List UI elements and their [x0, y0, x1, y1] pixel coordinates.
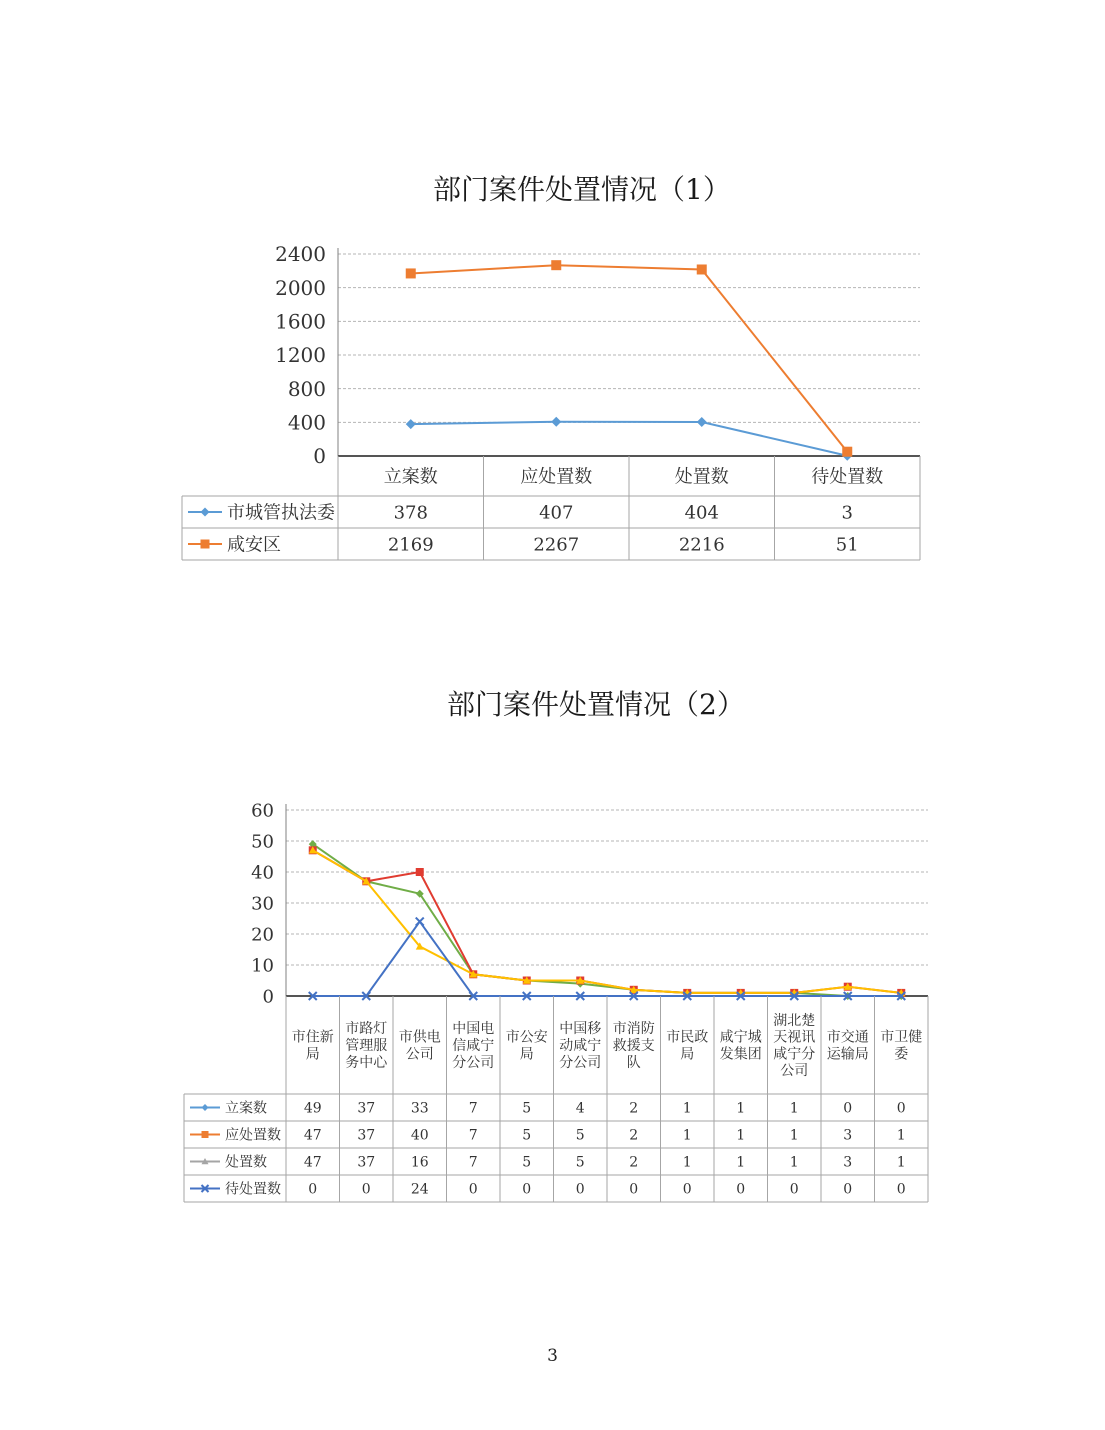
chart2-series-name: 立案数 — [225, 1100, 267, 1117]
chart2-ytick-label: 10 — [251, 955, 274, 977]
chart2-series-name: 处置数 — [225, 1154, 267, 1171]
chart2-category-label: 天视讯 — [773, 1029, 816, 1046]
chart2-table-value: 1 — [736, 1154, 746, 1171]
chart2-table-value: 5 — [522, 1100, 532, 1117]
chart2-table-value: 0 — [843, 1181, 853, 1198]
chart2-table-value: 37 — [357, 1100, 376, 1117]
chart2-table-value: 37 — [357, 1154, 376, 1171]
chart1-table-value: 2169 — [387, 534, 434, 556]
chart2-table-value: 49 — [303, 1100, 322, 1117]
chart1-ytick-label: 2400 — [275, 242, 326, 267]
chart2-data-point — [416, 918, 424, 926]
chart2-category-label: 局 — [680, 1046, 695, 1063]
chart2-category-label: 管理服 — [345, 1038, 388, 1055]
chart2-table-value: 0 — [789, 1181, 799, 1198]
chart2-table-value: 5 — [522, 1154, 532, 1171]
chart2-series-name: 应处置数 — [225, 1127, 281, 1144]
chart1-category-label: 立案数 — [383, 466, 438, 488]
chart2-category-label: 咸宁分 — [773, 1046, 816, 1063]
chart2-category-label: 湖北楚 — [773, 1012, 816, 1029]
chart2-table-value: 24 — [410, 1181, 429, 1198]
chart1-ytick-label: 0 — [313, 444, 326, 469]
chart2-table-value: 0 — [736, 1181, 746, 1198]
chart2-ytick-label: 30 — [251, 893, 274, 915]
chart2-table-value: 0 — [682, 1181, 692, 1198]
chart2-table-value: 37 — [357, 1127, 376, 1144]
chart2-table-value: 2 — [629, 1154, 639, 1171]
chart1-ytick-label: 2000 — [275, 275, 326, 300]
chart2-category-label: 分公司 — [452, 1054, 495, 1071]
chart2-category-label: 市住新 — [291, 1029, 334, 1046]
chart2-table-value: 1 — [789, 1154, 799, 1171]
chart2-ytick-label: 0 — [262, 986, 274, 1008]
chart2-category-label: 咸宁城 — [719, 1029, 762, 1046]
chart2-category-label: 市供电 — [398, 1029, 441, 1046]
chart2-table-value: 1 — [736, 1127, 746, 1144]
chart2-ytick-label: 50 — [251, 831, 274, 853]
chart2-table-value: 1 — [789, 1127, 799, 1144]
chart1-ytick-label: 1200 — [275, 343, 326, 368]
chart1-category-label: 待处置数 — [811, 466, 884, 488]
chart2-table-value: 0 — [522, 1181, 532, 1198]
chart2-table-value: 7 — [468, 1100, 478, 1117]
chart1-series-name: 咸安区 — [227, 534, 281, 556]
chart2-table-value: 47 — [303, 1154, 322, 1171]
chart2-category-label: 市路灯 — [345, 1021, 388, 1038]
chart2-category-label: 公司 — [405, 1046, 434, 1063]
chart1-category-label: 应处置数 — [520, 466, 593, 488]
chart2-table-value: 0 — [629, 1181, 639, 1198]
chart2-table-value: 2 — [629, 1127, 639, 1144]
chart2-ytick-label: 20 — [251, 924, 274, 946]
chart1-ytick-label: 800 — [287, 376, 326, 401]
chart2-table-value: 3 — [843, 1154, 853, 1171]
chart1-title: 部门案件处置情况（1） — [433, 173, 731, 206]
chart2-series-name: 待处置数 — [225, 1181, 281, 1198]
chart2-table-value: 0 — [361, 1181, 371, 1198]
chart1-category-label: 处置数 — [674, 466, 729, 488]
chart2-legend-marker — [202, 1104, 209, 1111]
chart2-data-point — [416, 868, 424, 876]
chart1-table-value: 407 — [539, 502, 574, 524]
chart1-table-value: 3 — [841, 502, 853, 524]
chart2-table-value: 2 — [629, 1100, 639, 1117]
chart2-table-value: 7 — [468, 1154, 478, 1171]
chart2-table-value: 1 — [682, 1100, 692, 1117]
chart2-table-value: 5 — [522, 1127, 532, 1144]
chart2-category-label: 公司 — [780, 1063, 809, 1080]
chart2-series-line-0 — [313, 844, 902, 996]
chart1-ytick-label: 400 — [287, 410, 326, 435]
chart2-legend-marker — [202, 1131, 209, 1138]
chart2-category-label: 局 — [305, 1046, 320, 1063]
chart2-table-value: 16 — [410, 1154, 429, 1171]
chart2-category-label: 市民政 — [666, 1029, 709, 1046]
chart2-table-value: 0 — [308, 1181, 318, 1198]
chart2-category-label: 市消防 — [612, 1021, 655, 1038]
chart2-table-value: 1 — [789, 1100, 799, 1117]
chart2-table-value: 3 — [843, 1127, 853, 1144]
chart2-category-label: 局 — [519, 1046, 534, 1063]
chart2-category-label: 中国电 — [452, 1021, 495, 1038]
chart2-table-value: 1 — [682, 1154, 692, 1171]
chart1-series-name: 市城管执法委 — [227, 502, 335, 524]
chart2-ytick-label: 60 — [251, 800, 274, 822]
chart2-category-label: 务中心 — [345, 1054, 388, 1071]
chart2-table-value: 5 — [575, 1154, 585, 1171]
chart2-category-label: 信咸宁 — [452, 1038, 495, 1055]
chart2-category-label: 分公司 — [559, 1054, 602, 1071]
chart2-category-label: 市交通 — [826, 1029, 869, 1046]
chart2-category-label: 市卫健 — [880, 1029, 923, 1046]
chart1-ytick-label: 1600 — [275, 309, 326, 334]
chart2-category-label: 发集团 — [719, 1046, 762, 1063]
chart1-table-value: 378 — [393, 502, 428, 524]
chart2-table-value: 1 — [682, 1127, 692, 1144]
chart2-table-value: 1 — [896, 1127, 906, 1144]
chart2-table-value: 4 — [575, 1100, 585, 1117]
chart2-category-label: 运输局 — [826, 1046, 869, 1063]
chart2-table-value: 0 — [575, 1181, 585, 1198]
chart1-table-value: 2216 — [678, 534, 725, 556]
page-number: 3 — [547, 1346, 558, 1366]
chart2-table-value: 5 — [575, 1127, 585, 1144]
chart2-table-value: 0 — [468, 1181, 478, 1198]
chart2-ytick-label: 40 — [251, 862, 274, 884]
chart1-table-value: 51 — [835, 534, 859, 556]
chart2-category-label: 市公安 — [505, 1029, 548, 1046]
chart2-table-value: 33 — [410, 1100, 429, 1117]
chart2-category-label: 委 — [894, 1046, 909, 1063]
chart2-table-value: 7 — [468, 1127, 478, 1144]
chart2-category-label: 队 — [626, 1054, 641, 1071]
chart2-table-value: 0 — [896, 1100, 906, 1117]
chart2-category-label: 动咸宁 — [559, 1038, 602, 1055]
chart1-table-value: 2267 — [533, 534, 580, 556]
chart2-table-value: 40 — [410, 1127, 429, 1144]
chart2-table-value: 47 — [303, 1127, 322, 1144]
chart2-category-label: 救援支 — [612, 1038, 655, 1055]
chart2-category-label: 中国移 — [559, 1021, 602, 1038]
chart2-table-value: 0 — [843, 1100, 853, 1117]
chart2-table-value: 0 — [896, 1181, 906, 1198]
chart2-table-value: 1 — [736, 1100, 746, 1117]
chart1-table-value: 404 — [684, 502, 719, 524]
chart2-table-value: 1 — [896, 1154, 906, 1171]
chart2-title: 部门案件处置情况（2） — [447, 688, 745, 721]
